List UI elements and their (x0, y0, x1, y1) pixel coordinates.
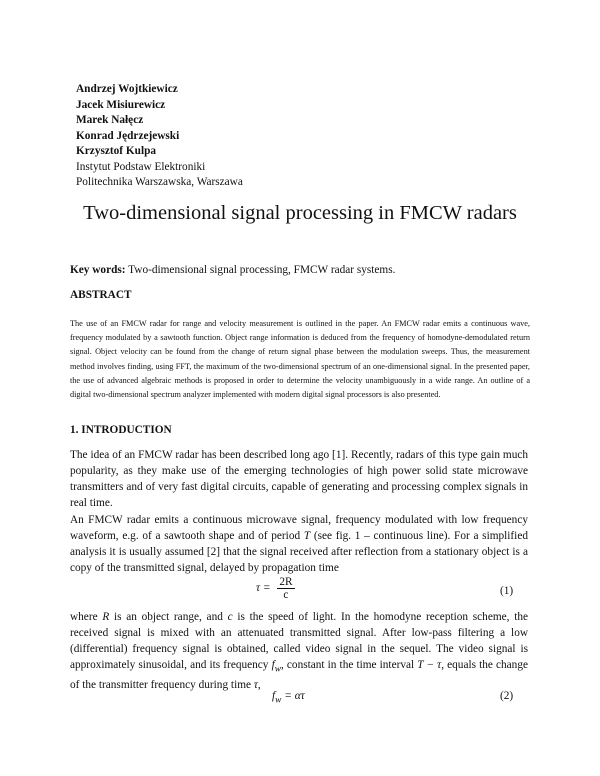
intro-paragraph-3 (70, 610, 528, 694)
paragraph-text: where (70, 611, 103, 623)
paragraph-text: An FMCW radar emits a continuous microwave signal, frequency modulated with low frequency waveform, e.g. of a sawtooth shape and of period (70, 514, 528, 542)
abstract-heading: ABSTRACT (70, 289, 132, 301)
intro-paragraph-1: The idea of an FMCW radar has been described long ago [1]. Recently, radars of this type gain much popularity, as they make use of the emerging technologies of high power solid state microwave transmitters and of very fast digital circuits, capable of generating and processing complex signals in real time. (70, 449, 528, 509)
subscript: w (275, 695, 282, 706)
author-name: Marek Nałęcz (76, 114, 144, 126)
equation-number: (1) (500, 585, 514, 597)
interval-symbol: T − τ (417, 658, 442, 671)
subscript: w (274, 663, 281, 674)
tau-symbol: τ (253, 678, 258, 691)
equation-number: (2) (500, 690, 514, 702)
equation-lhs: f (272, 690, 276, 702)
keywords-text: Two-dimensional signal processing, FMCW radar systems. (128, 264, 396, 276)
affiliation-line: Politechnika Warszawska, Warszawa (76, 176, 243, 188)
keywords-line (70, 264, 395, 276)
range-symbol: R (102, 611, 110, 623)
equation-rhs: = ατ (281, 690, 305, 702)
author-name: Andrzej Wojtkiewicz (76, 83, 178, 95)
speed-symbol: c (227, 611, 233, 623)
paragraph-text: , equals the change of the transmitter frequency during time (70, 658, 528, 691)
author-name: Konrad Jędrzejewski (76, 129, 180, 142)
equation-fraction (277, 576, 294, 601)
period-symbol: T (303, 529, 311, 542)
video-frequency-symbol: f (271, 658, 275, 671)
intro-paragraph-2 (70, 513, 528, 577)
paper-title: Two-dimensional signal processing in FMCW radars (83, 202, 517, 224)
paragraph-text: is an object range, and (109, 611, 228, 623)
paragraph-text: is the speed of light. In the homodyne reception scheme, the received signal is mixed with an attenuated transmitted signal. After low-pass filtering a low (differential) frequency signal is obtained, called video signal in the sequel. The video signal is approximately sinusoidal, and its frequency (70, 611, 528, 671)
equation-2 (272, 690, 305, 705)
fraction-numerator: 2R (279, 576, 293, 588)
affiliation-line: Instytut Podstaw Elektroniki (76, 160, 206, 173)
author-name: Krzysztof Kulpa (76, 145, 157, 157)
paragraph-text: , (257, 678, 261, 691)
paragraph-text: (see fig. 1 – continuous line). For a simplified analysis it is usually assumed [2] that the signal received after reflection from a stationary object is a copy of the transmitted signal, delayed by propagation time (70, 529, 528, 574)
fraction-denominator: c (283, 589, 289, 601)
equation-1 (256, 576, 295, 601)
section-heading-introduction: 1. INTRODUCTION (70, 424, 172, 436)
keywords-label: Key words: (70, 264, 126, 276)
paragraph-text: , constant in the time interval (280, 658, 418, 671)
abstract-text: The use of an FMCW radar for range and velocity measurement is outlined in the paper. An FMCW radar emits a continuous wave, frequency modulated by a sawtooth function. Object range information is deduced from the frequency of homodyne-demodulated return signal. Object velocity can be found from the change of return signal phase between the modulation sweeps. Thus, the measurement method involves finding, using FFT, the maximum of the two-dimensional spectrum of an one-dimensional signal. In the presented paper, the use of advanced algebraic methods is proposed in order to determine the velocity unambiguously in a wide range. An outline of a digital two-dimensional spectrum analyzer implemented with modern digital signal processors is also presented. (70, 319, 530, 400)
equation-lhs: τ = (256, 582, 271, 595)
author-block (76, 82, 243, 191)
author-name: Jacek Misiurewicz (76, 98, 166, 111)
